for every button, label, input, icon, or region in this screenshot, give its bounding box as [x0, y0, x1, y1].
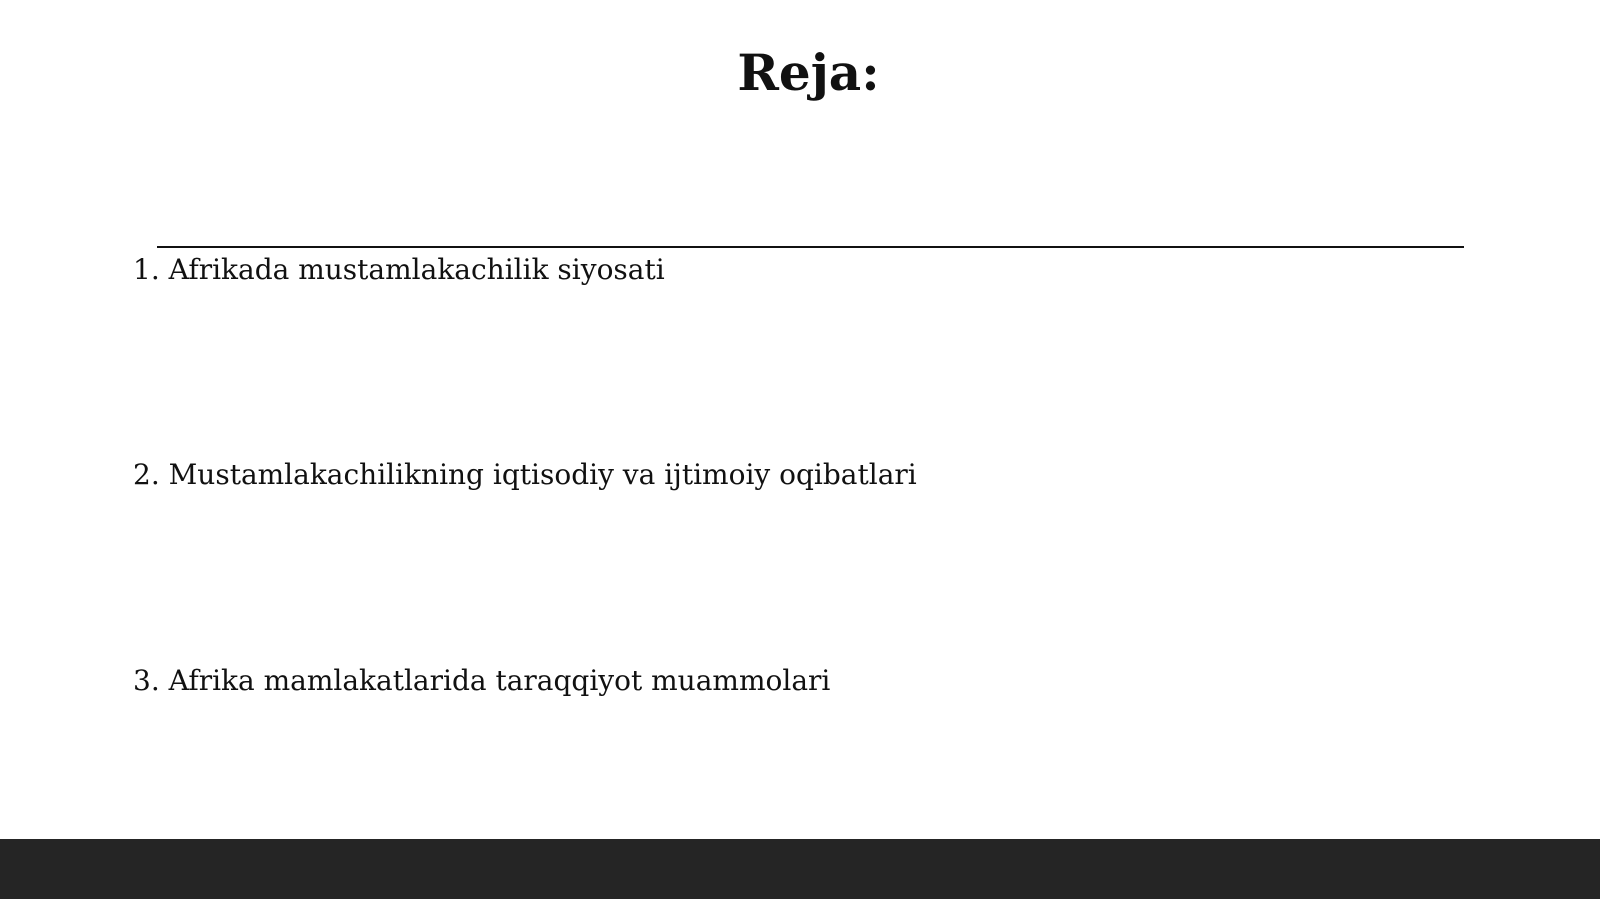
slide-title: Reja: — [737, 43, 880, 102]
plan-item-3: 3. Afrika mamlakatlarida taraqqiyot muammolari — [133, 664, 831, 697]
plan-item-1: 1. Afrikada mustamlakachilik siyosati — [133, 253, 665, 286]
plan-item-2: 2. Mustamlakachilikning iqtisodiy va ijtimoiy oqibatlari — [133, 458, 917, 491]
title-divider — [157, 246, 1464, 248]
footer-bar — [0, 839, 1600, 899]
